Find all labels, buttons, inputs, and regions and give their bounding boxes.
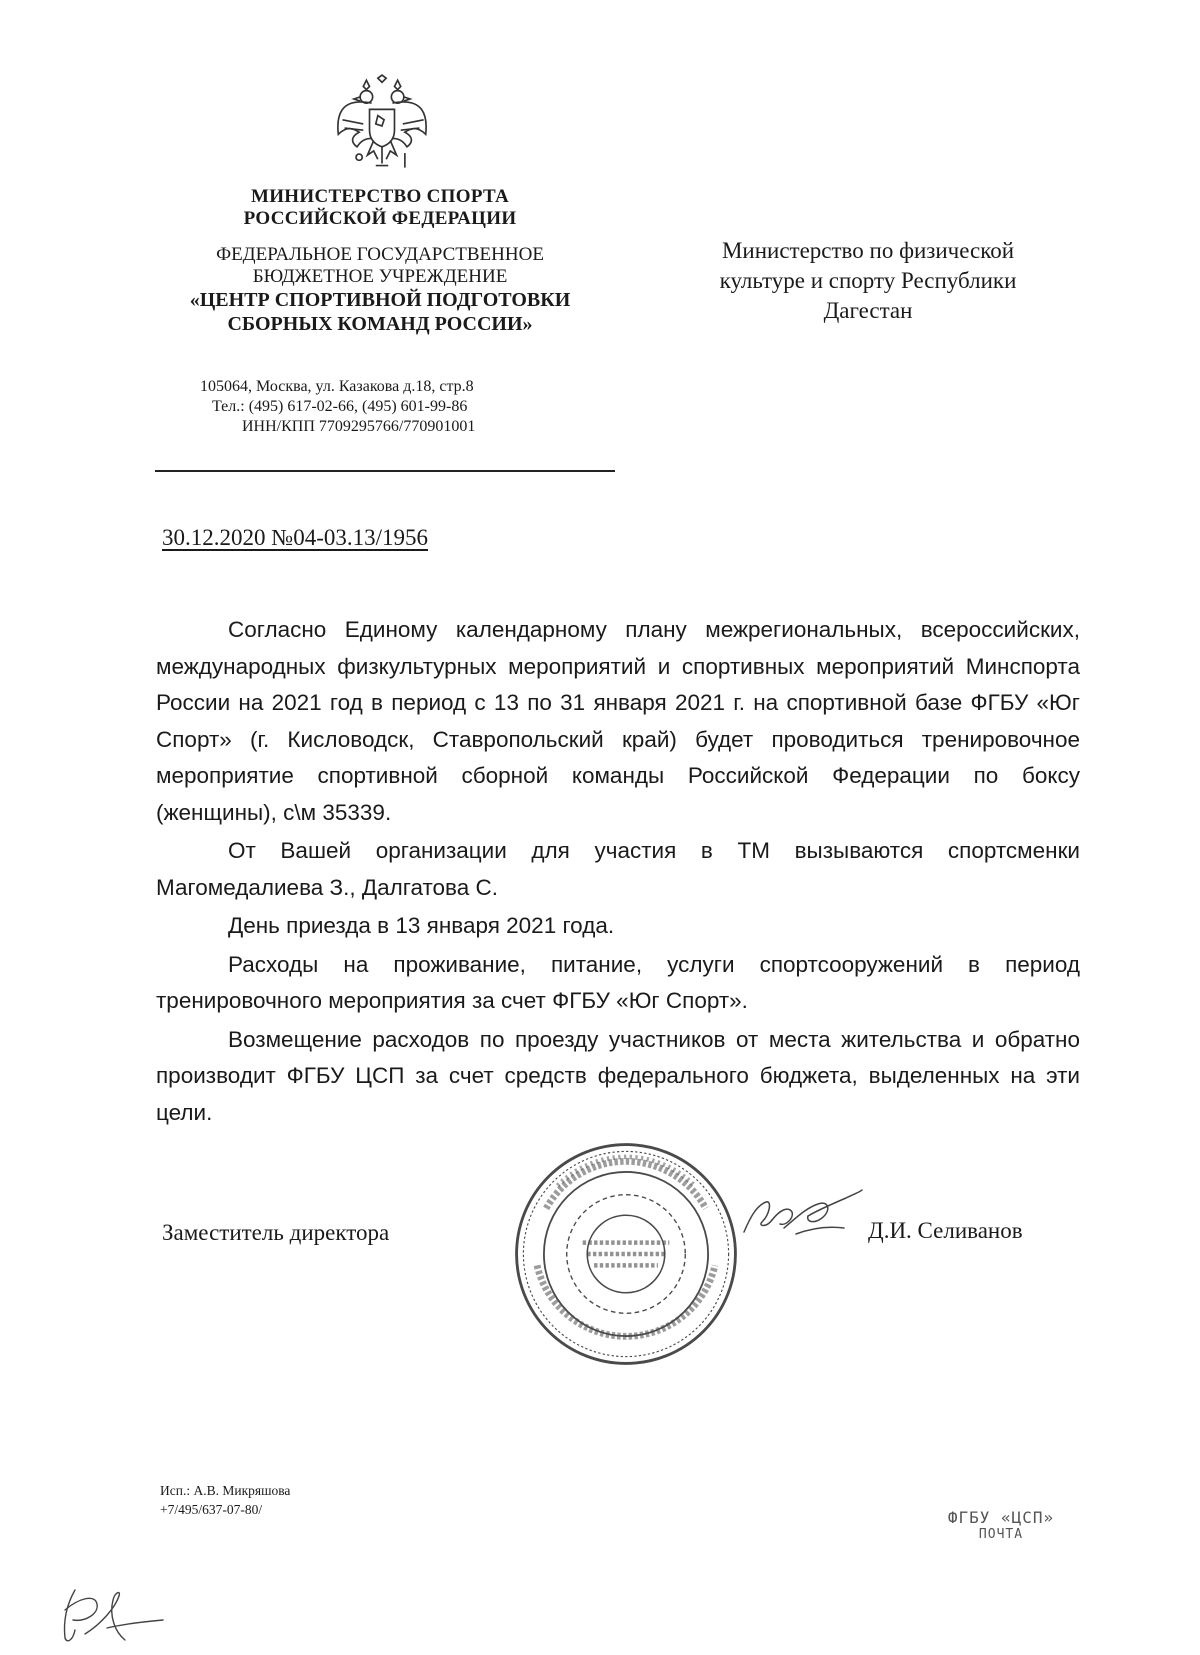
executor-block — [160, 1481, 290, 1519]
signer-name: Д.И. Селиванов — [868, 1218, 1023, 1243]
executor-name: Исп.: А.В. Микряшова — [160, 1483, 291, 1498]
post-stamp-label: ПОЧТА — [978, 1527, 1024, 1542]
letter-body — [156, 612, 1080, 1133]
address: 105064, Москва, ул. Казакова д.18, стр.8 — [200, 378, 474, 395]
ministry-name-line-2: РОССИЙСКОЙ ФЕДЕРАЦИИ — [243, 208, 517, 229]
recipient-line-1: Министерство по физической — [721, 238, 1015, 263]
signer-title: Заместитель директора — [162, 1220, 390, 1245]
executor-phone: +7/495/637-07-80/ — [160, 1502, 263, 1517]
recipient-line-3: Дагестан — [823, 298, 913, 323]
document-date-number: 30.12.2020 №04-03.13/1956 — [162, 525, 428, 550]
institution-name-line-2: СБОРНЫХ КОМАНД РОССИИ» — [227, 313, 533, 335]
body-paragraph: От Вашей организации для участия в ТМ вызываются спортсменки Магомедалиева З., Далгатова С. — [156, 838, 1080, 900]
body-paragraph: Возмещение расходов по проезду участников от места жительства и обратно производит ФГБУ ЦСП за счет средств федерального бюджета, выделенных на эти цели. — [156, 1026, 1080, 1125]
post-stamp — [926, 1508, 1076, 1542]
handwritten-signature-icon — [736, 1188, 866, 1248]
official-round-seal-icon — [512, 1140, 740, 1368]
letterhead — [150, 186, 610, 336]
body-paragraph: Согласно Единому календарному плану межрегиональных, всероссийских, международных физкультурных мероприятий и спортивных мероприятий Минспорта России на 2021 год в период с 13 по 31 января 2021 г. на спортивной базе ФГБУ «Юг Спорт» (г. Кисловодск, Ставропольский край) будет проводиться тренировочное мероприятие спортивной сборной команды Российской Федерации по боксу (женщины), с\м 35339. — [156, 617, 1080, 825]
letterhead-divider — [155, 470, 615, 472]
inn-kpp: ИНН/КПП 7709295766/770901001 — [242, 418, 476, 435]
body-paragraph: День приезда в 13 января 2021 года. — [228, 913, 615, 938]
institution-type-line-2: БЮДЖЕТНОЕ УЧРЕЖДЕНИЕ — [252, 266, 508, 287]
post-stamp-org: ФГБУ «ЦСП» — [947, 1508, 1055, 1527]
letterhead-contacts — [200, 377, 560, 437]
russian-coat-of-arms-icon — [330, 74, 434, 178]
recipient-line-2: культуре и спорту Республики — [719, 268, 1017, 293]
ministry-name-line-1: МИНИСТЕРСТВО СПОРТА — [250, 186, 510, 207]
institution-name-line-1: «ЦЕНТР СПОРТИВНОЙ ПОДГОТОВКИ — [189, 289, 571, 311]
institution-type-line-1: ФЕДЕРАЛЬНОЕ ГОСУДАРСТВЕННОЕ — [216, 244, 544, 265]
body-paragraph: Расходы на проживание, питание, услуги спортсооружений в период тренировочного мероприятия за счет ФГБУ «Юг Спорт». — [156, 951, 1080, 1013]
phone: Тел.: (495) 617-02-66, (495) 601-99-86 — [212, 398, 468, 415]
recipient-block — [668, 236, 1068, 326]
handwritten-initials-icon — [45, 1580, 170, 1650]
document-reference — [162, 525, 428, 551]
